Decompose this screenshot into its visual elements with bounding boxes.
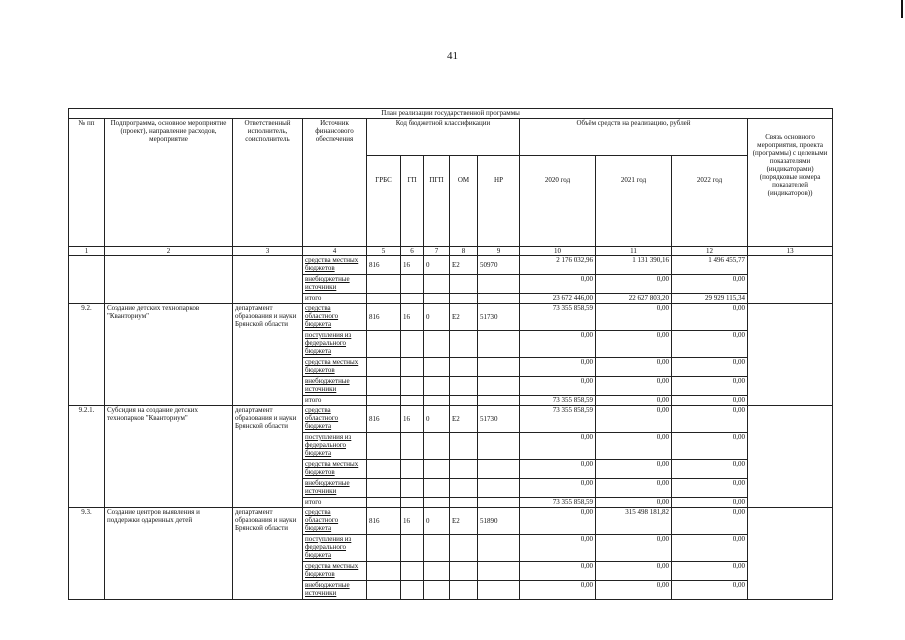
column-number: 4: [303, 247, 367, 256]
executor-cell: [233, 256, 303, 304]
om-cell: [450, 479, 478, 498]
amount-2022: 0,00: [672, 562, 748, 581]
amount-2020: 73 355 858,59: [520, 304, 596, 331]
funding-source: внебюджетные источники: [303, 479, 367, 498]
amount-2020: 0,00: [520, 377, 596, 396]
pgp-cell: [424, 479, 450, 498]
amount-2021: 22 627 803,20: [596, 294, 672, 304]
gp-cell: [401, 358, 424, 377]
np-cell: 50970: [478, 256, 520, 275]
header-volume: Объём средств на реализацию, рублей: [520, 119, 748, 156]
pgp-cell: [424, 358, 450, 377]
om-cell: [450, 275, 478, 294]
grbs-cell: [367, 562, 401, 581]
funding-source: поступления из федерального бюджета: [303, 433, 367, 460]
np-cell: [478, 275, 520, 294]
funding-source: итого: [303, 498, 367, 508]
funding-source: средства местных бюджетов: [303, 358, 367, 377]
column-number: 1: [69, 247, 105, 256]
executor-name: департамент образования и науки Брянской области: [233, 508, 303, 600]
pgp-cell: 0: [424, 406, 450, 433]
np-cell: [478, 535, 520, 562]
pgp-cell: [424, 396, 450, 406]
om-cell: [450, 396, 478, 406]
header-executor: Ответственный исполнитель, соисполнитель: [233, 119, 303, 247]
program-name: Субсидия на создание детских технопарков "Кванториум": [105, 406, 233, 508]
grbs-cell: [367, 396, 401, 406]
gp-cell: [401, 479, 424, 498]
amount-2020: 0,00: [520, 433, 596, 460]
funding-source: итого: [303, 294, 367, 304]
header-np: НР: [478, 156, 520, 247]
amount-2020: 73 355 858,59: [520, 498, 596, 508]
pgp-cell: [424, 581, 450, 600]
np-cell: [478, 498, 520, 508]
link-cell: [748, 256, 833, 304]
column-number: 11: [596, 247, 672, 256]
amount-2022: 1 496 455,77: [672, 256, 748, 275]
funding-source: средства областного бюджета: [303, 304, 367, 331]
gp-cell: [401, 396, 424, 406]
header-link: Связь основного мероприятия, проекта (программы) с целевыми показателями (индикаторами) (порядковые номера показателей (индикаторов)): [748, 119, 833, 247]
pgp-cell: 0: [424, 508, 450, 535]
gp-cell: [401, 294, 424, 304]
amount-2020: 0,00: [520, 358, 596, 377]
np-cell: [478, 433, 520, 460]
amount-2021: 0,00: [596, 275, 672, 294]
header-program: Подпрограмма, основное мероприятие (проект), направление расходов, мероприятие: [105, 119, 233, 247]
column-number: 7: [424, 247, 450, 256]
header-2020: 2020 год: [520, 156, 596, 247]
np-cell: [478, 460, 520, 479]
grbs-cell: 816: [367, 508, 401, 535]
column-number: 9: [478, 247, 520, 256]
np-cell: [478, 331, 520, 358]
pgp-cell: [424, 535, 450, 562]
gp-cell: [401, 331, 424, 358]
np-cell: [478, 377, 520, 396]
pgp-cell: [424, 377, 450, 396]
column-number: 3: [233, 247, 303, 256]
amount-2021: 0,00: [596, 433, 672, 460]
om-cell: Е2: [450, 256, 478, 275]
row-number: 9.3.: [69, 508, 105, 600]
amount-2020: 0,00: [520, 508, 596, 535]
grbs-cell: [367, 377, 401, 396]
row-number: 9.2.: [69, 304, 105, 406]
amount-2020: 0,00: [520, 479, 596, 498]
header-source: Источник финансового обеспечения: [303, 119, 367, 247]
page-edge-mark: [901, 0, 903, 18]
link-cell: [748, 304, 833, 406]
amount-2021: 0,00: [596, 535, 672, 562]
amount-2021: 0,00: [596, 396, 672, 406]
amount-2020: 73 355 858,59: [520, 396, 596, 406]
om-cell: Е2: [450, 508, 478, 535]
grbs-cell: [367, 294, 401, 304]
om-cell: [450, 535, 478, 562]
np-cell: [478, 581, 520, 600]
funding-source: средства местных бюджетов: [303, 562, 367, 581]
gp-cell: [401, 562, 424, 581]
funding-source: итого: [303, 396, 367, 406]
amount-2021: 0,00: [596, 498, 672, 508]
pgp-cell: [424, 498, 450, 508]
amount-2020: 2 176 032,96: [520, 256, 596, 275]
amount-2022: 0,00: [672, 275, 748, 294]
column-number: 6: [401, 247, 424, 256]
om-cell: [450, 294, 478, 304]
amount-2022: 0,00: [672, 304, 748, 331]
om-cell: [450, 358, 478, 377]
gp-cell: [401, 460, 424, 479]
amount-2022: 0,00: [672, 396, 748, 406]
column-number: 13: [748, 247, 833, 256]
header-budget-code: Код бюджетной классификации: [367, 119, 520, 156]
grbs-cell: [367, 479, 401, 498]
amount-2022: 0,00: [672, 377, 748, 396]
om-cell: [450, 581, 478, 600]
grbs-cell: [367, 498, 401, 508]
amount-2020: 0,00: [520, 275, 596, 294]
funding-source: средства областного бюджета: [303, 406, 367, 433]
amount-2020: 0,00: [520, 535, 596, 562]
amount-2021: 315 498 181,82: [596, 508, 672, 535]
amount-2022: 0,00: [672, 535, 748, 562]
amount-2022: 0,00: [672, 331, 748, 358]
amount-2021: 0,00: [596, 377, 672, 396]
column-number: 12: [672, 247, 748, 256]
pgp-cell: [424, 331, 450, 358]
grbs-cell: [367, 331, 401, 358]
om-cell: [450, 498, 478, 508]
amount-2020: 23 672 446,00: [520, 294, 596, 304]
grbs-cell: [367, 358, 401, 377]
column-number: 5: [367, 247, 401, 256]
np-cell: 51730: [478, 304, 520, 331]
amount-2021: 0,00: [596, 562, 672, 581]
program-name: Создание центров выявления и поддержки одаренных детей: [105, 508, 233, 600]
gp-cell: 16: [401, 304, 424, 331]
table-row: [69, 256, 833, 275]
row-number: 9.2.1.: [69, 406, 105, 508]
funding-source: внебюджетные источники: [303, 275, 367, 294]
header-2022: 2022 год: [672, 156, 748, 247]
grbs-cell: 816: [367, 256, 401, 275]
amount-2022: 0,00: [672, 508, 748, 535]
np-cell: [478, 479, 520, 498]
link-cell: [748, 508, 833, 600]
gp-cell: 16: [401, 256, 424, 275]
amount-2020: 0,00: [520, 562, 596, 581]
gp-cell: [401, 581, 424, 600]
amount-2021: 0,00: [596, 358, 672, 377]
gp-cell: [401, 377, 424, 396]
pgp-cell: [424, 433, 450, 460]
amount-2022: 0,00: [672, 498, 748, 508]
table-row: [69, 508, 833, 535]
funding-source: средства местных бюджетов: [303, 460, 367, 479]
funding-source: внебюджетные источники: [303, 377, 367, 396]
header-gp: ГП: [401, 156, 424, 247]
amount-2021: 0,00: [596, 479, 672, 498]
table-row: [69, 406, 833, 433]
funding-source: поступления из федерального бюджета: [303, 535, 367, 562]
om-cell: [450, 377, 478, 396]
om-cell: Е2: [450, 304, 478, 331]
pgp-cell: [424, 562, 450, 581]
amount-2021: 1 131 390,16: [596, 256, 672, 275]
executor-name: департамент образования и науки Брянской области: [233, 406, 303, 508]
grbs-cell: [367, 581, 401, 600]
header-pgp: ПГП: [424, 156, 450, 247]
np-cell: [478, 396, 520, 406]
amount-2022: 0,00: [672, 479, 748, 498]
funding-source: средства областного бюджета: [303, 508, 367, 535]
gp-cell: [401, 433, 424, 460]
program-name: Создание детских технопарков "Кванториум": [105, 304, 233, 406]
page-number: 41: [447, 50, 458, 62]
pgp-cell: [424, 275, 450, 294]
link-cell: [748, 406, 833, 508]
grbs-cell: 816: [367, 406, 401, 433]
grbs-cell: [367, 275, 401, 294]
pgp-cell: 0: [424, 256, 450, 275]
amount-2022: 0,00: [672, 581, 748, 600]
funding-source: поступления из федерального бюджета: [303, 331, 367, 358]
table-title: План реализации государственной программы: [69, 109, 833, 119]
amount-2020: 0,00: [520, 581, 596, 600]
amount-2022: 0,00: [672, 406, 748, 433]
amount-2021: 0,00: [596, 331, 672, 358]
amount-2020: 73 355 858,59: [520, 406, 596, 433]
om-cell: Е2: [450, 406, 478, 433]
column-number: 2: [105, 247, 233, 256]
np-cell: [478, 294, 520, 304]
gp-cell: [401, 535, 424, 562]
pgp-cell: 0: [424, 304, 450, 331]
np-cell: 51890: [478, 508, 520, 535]
om-cell: [450, 460, 478, 479]
gp-cell: [401, 275, 424, 294]
header-no: № пп: [69, 119, 105, 247]
np-cell: [478, 562, 520, 581]
pgp-cell: [424, 294, 450, 304]
amount-2021: 0,00: [596, 581, 672, 600]
amount-2022: 29 929 115,34: [672, 294, 748, 304]
amount-2021: 0,00: [596, 460, 672, 479]
amount-2020: 0,00: [520, 460, 596, 479]
column-number: 8: [450, 247, 478, 256]
pgp-cell: [424, 460, 450, 479]
program-cell: [105, 256, 233, 304]
gp-cell: [401, 498, 424, 508]
grbs-cell: [367, 433, 401, 460]
header-grbs: ГРБС: [367, 156, 401, 247]
om-cell: [450, 331, 478, 358]
amount-2022: 0,00: [672, 358, 748, 377]
amount-2020: 0,00: [520, 331, 596, 358]
np-cell: 51730: [478, 406, 520, 433]
amount-2021: 0,00: [596, 304, 672, 331]
grbs-cell: 816: [367, 304, 401, 331]
om-cell: [450, 433, 478, 460]
amount-2021: 0,00: [596, 406, 672, 433]
grbs-cell: [367, 535, 401, 562]
row-number-cell: [69, 256, 105, 304]
program-plan-table: [68, 108, 833, 600]
amount-2022: 0,00: [672, 433, 748, 460]
om-cell: [450, 562, 478, 581]
grbs-cell: [367, 460, 401, 479]
funding-source: средства местных бюджетов: [303, 256, 367, 275]
column-number: 10: [520, 247, 596, 256]
amount-2022: 0,00: [672, 460, 748, 479]
executor-name: департамент образования и науки Брянской области: [233, 304, 303, 406]
header-om: ОМ: [450, 156, 478, 247]
header-2021: 2021 год: [596, 156, 672, 247]
gp-cell: 16: [401, 406, 424, 433]
gp-cell: 16: [401, 508, 424, 535]
funding-source: внебюджетные источники: [303, 581, 367, 600]
table-row: [69, 304, 833, 331]
np-cell: [478, 358, 520, 377]
